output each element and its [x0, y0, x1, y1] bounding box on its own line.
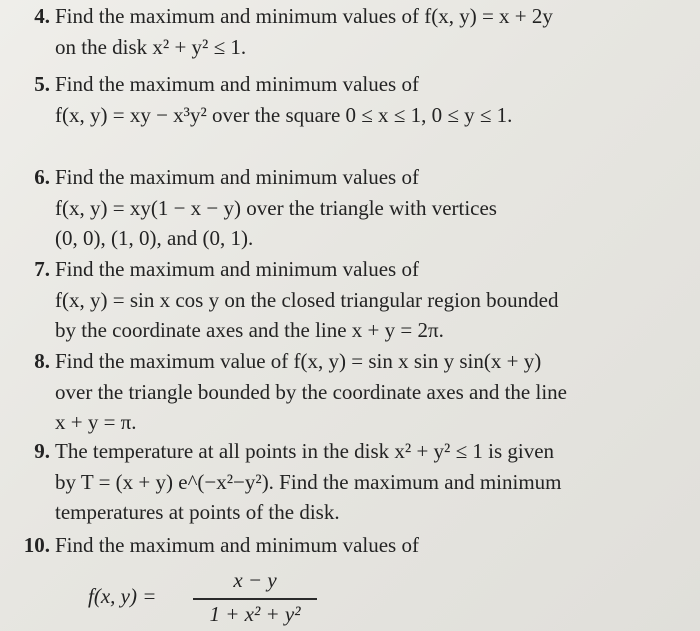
problem-line: Find the maximum value of f(x, y) = sin x sin y sin(x + y) [55, 349, 542, 373]
problem-number: 7. [34, 257, 50, 281]
problem-line: Find the maximum and minimum values of [55, 533, 419, 557]
formula-lhs: f(x, y) = [88, 584, 157, 608]
problem-line: by T = (x + y) e^(−x²−y²). Find the maximum and minimum [55, 470, 562, 494]
problem-line: The temperature at all points in the disk x² + y² ≤ 1 is given [55, 439, 555, 463]
problem-line: x + y = π. [55, 410, 137, 434]
problem-number: 5. [34, 72, 50, 96]
problem-line: Find the maximum and minimum values of [55, 72, 419, 96]
problem-number: 4. [34, 4, 50, 28]
problem-number: 8. [34, 349, 50, 373]
problem-line: temperatures at points of the disk. [55, 500, 340, 524]
problem-number: 6. [34, 165, 50, 189]
problem-line: Find the maximum and minimum values of [55, 257, 419, 281]
fraction-denominator: 1 + x² + y² [209, 602, 301, 626]
problem-number: 9. [34, 439, 50, 463]
fraction [189, 567, 321, 631]
problem-line: f(x, y) = sin x cos y on the closed triangular region bounded [55, 288, 559, 312]
problem-line: over the triangle bounded by the coordinate axes and the line [55, 380, 567, 404]
problem-line: Find the maximum and minimum values of f(x, y) = x + 2y [55, 4, 553, 28]
problem-line: Find the maximum and minimum values of [55, 165, 419, 189]
problem-line: (0, 0), (1, 0), and (0, 1). [55, 226, 254, 250]
fraction-numerator: x − y [233, 568, 277, 592]
formula-display [88, 567, 348, 631]
problem-line: on the disk x² + y² ≤ 1. [55, 35, 247, 59]
problem-line: by the coordinate axes and the line x + y = 2π. [55, 318, 444, 342]
problem-line: f(x, y) = xy − x³y² over the square 0 ≤ x ≤ 1, 0 ≤ y ≤ 1. [55, 103, 513, 127]
problem-number: 10. [23, 533, 50, 557]
problem-line: f(x, y) = xy(1 − x − y) over the triangle with vertices [55, 196, 497, 220]
